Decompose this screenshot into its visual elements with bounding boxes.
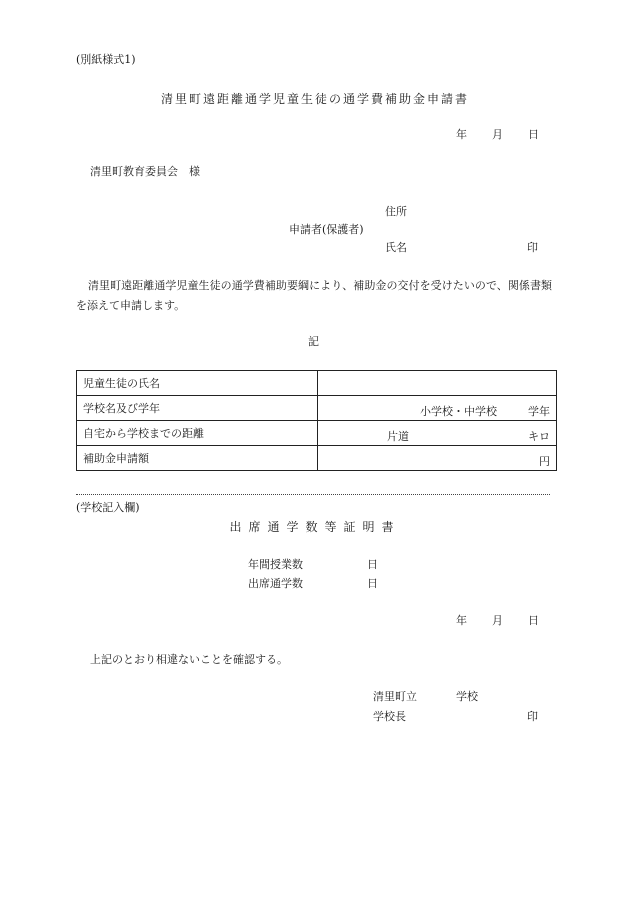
form-id: (別紙様式1)	[76, 53, 136, 66]
amount-cell[interactable]	[318, 446, 557, 471]
row-label-amount: 補助金申請額	[77, 446, 318, 471]
date-day-label: 日	[528, 128, 539, 141]
table-row	[77, 421, 557, 446]
yen-unit: 円	[539, 455, 550, 468]
cert-date-year-label: 年	[456, 614, 467, 627]
attendance-days-unit: 日	[367, 577, 378, 590]
cert-date-day-label: 日	[528, 614, 539, 627]
principal-seal: 印	[527, 710, 538, 723]
date-year-label: 年	[456, 128, 467, 141]
confirmation-text: 上記のとおり相違ないことを確認する。	[90, 653, 288, 666]
annual-days-unit: 日	[367, 558, 378, 571]
addressee: 清里町教育委員会 様	[90, 165, 200, 178]
table-row	[77, 446, 557, 471]
school-grade-cell[interactable]	[318, 396, 557, 421]
school-type-text: 小学校・中学校	[420, 405, 497, 418]
km-unit: キロ	[528, 430, 550, 443]
ki-label: 記	[308, 335, 319, 348]
applicant-label: 申請者(保護者)	[289, 223, 364, 236]
name-label: 氏名	[385, 241, 407, 254]
row-label-student-name: 児童生徒の氏名	[77, 371, 318, 396]
row-label-school-grade: 学校名及び学年	[77, 396, 318, 421]
grade-unit: 学年	[528, 405, 550, 418]
page-title: 清里町遠距離通学児童生徒の通学費補助金申請書	[160, 92, 469, 106]
applicant-seal: 印	[527, 241, 538, 254]
date-month-label: 月	[492, 128, 503, 141]
application-statement: 清里町遠距離通学児童生徒の通学費補助要綱により、補助金の交付を受けたいので、関係書類を添えて申請します。	[76, 279, 552, 312]
distance-cell[interactable]	[318, 421, 557, 446]
address-label: 住所	[385, 205, 407, 218]
table-row	[77, 371, 557, 396]
cert-date-month-label: 月	[492, 614, 503, 627]
student-name-cell[interactable]	[318, 371, 557, 396]
principal-label: 学校長	[373, 710, 406, 723]
certificate-title: 出席通学数等証明書	[229, 520, 401, 534]
section-divider	[76, 494, 550, 495]
school-prefix: 清里町立	[373, 690, 417, 703]
row-label-distance: 自宅から学校までの距離	[77, 421, 318, 446]
school-suffix: 学校	[456, 690, 478, 703]
table-row	[77, 396, 557, 421]
school-section-heading: (学校記入欄)	[76, 501, 140, 514]
one-way-label: 片道	[387, 430, 409, 443]
application-table	[76, 370, 557, 471]
annual-days-label: 年間授業数	[248, 558, 303, 571]
attendance-days-label: 出席通学数	[248, 577, 303, 590]
